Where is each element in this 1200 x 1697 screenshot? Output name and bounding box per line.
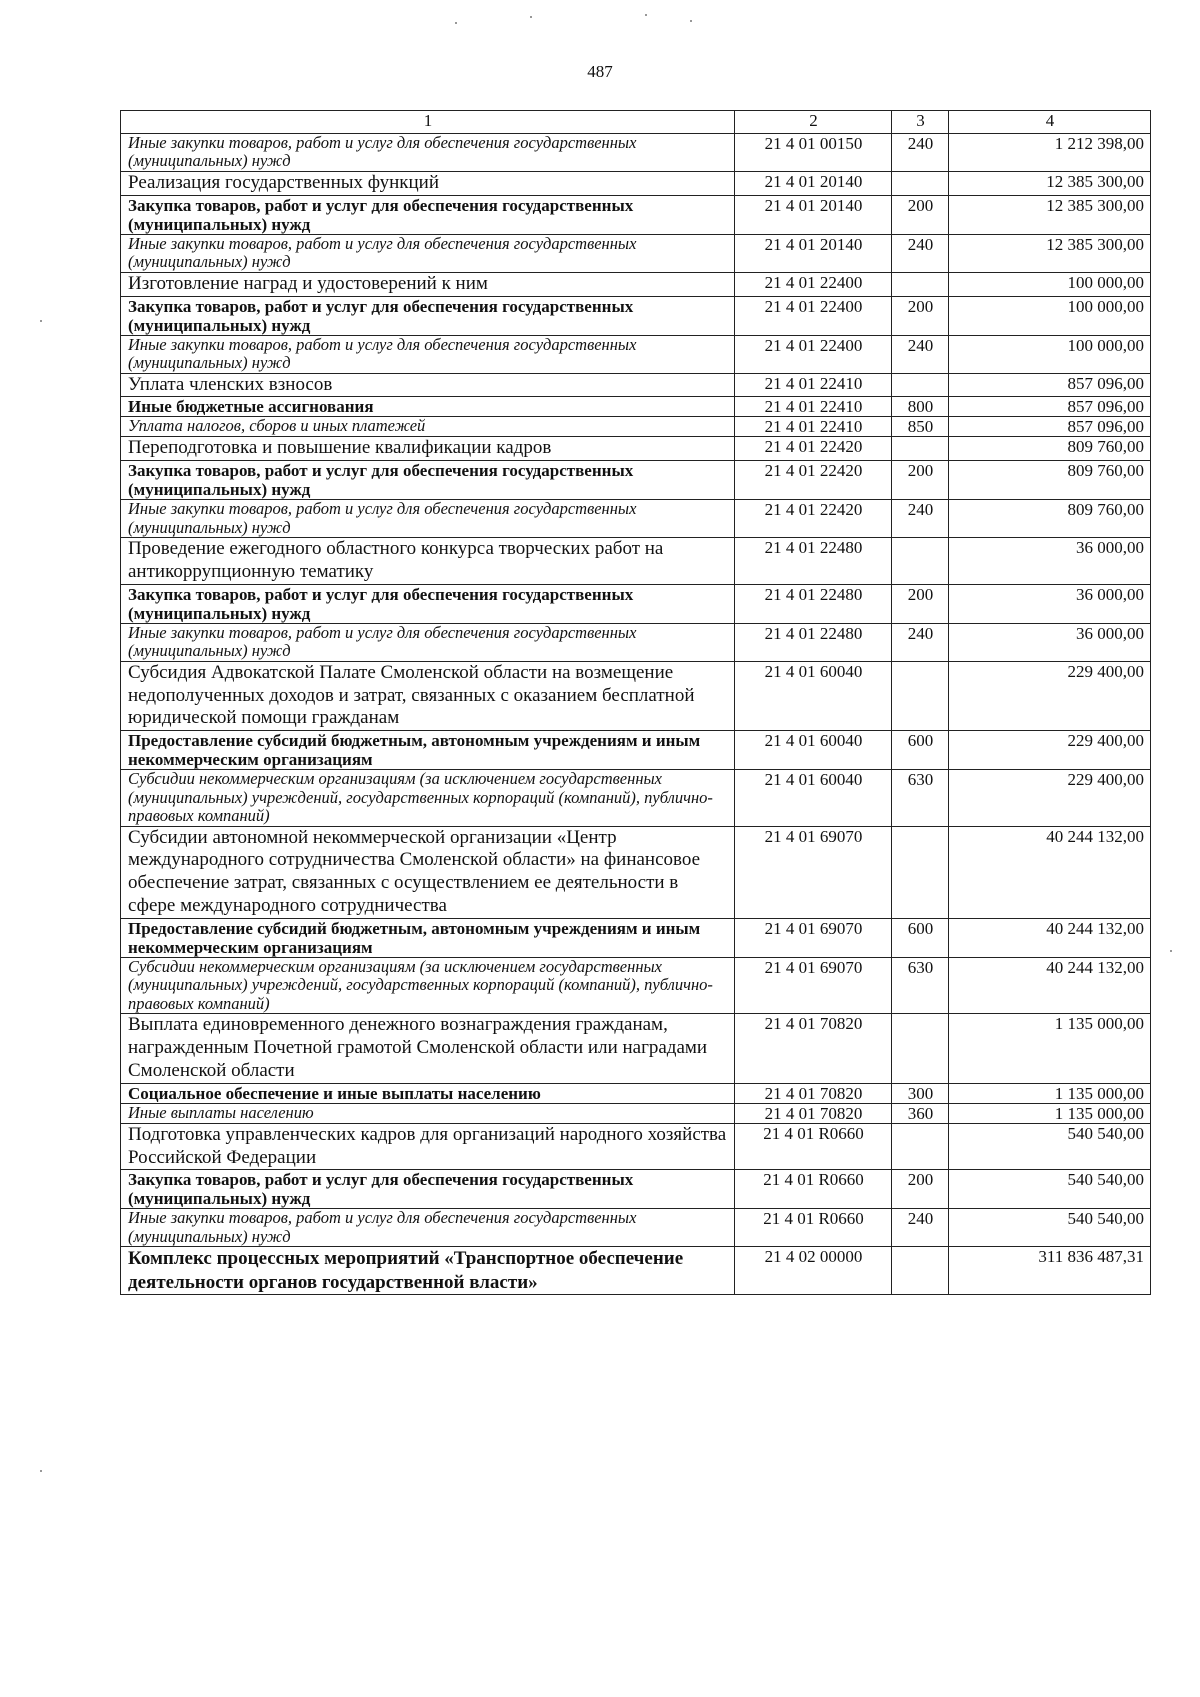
row-amount-cell: 229 400,00 (949, 661, 1151, 730)
row-amount-cell: 1 135 000,00 (949, 1083, 1151, 1103)
row-code-cell: 21 4 01 69070 (735, 826, 892, 918)
scan-speck (645, 14, 647, 16)
row-code-cell: 21 4 01 R0660 (735, 1170, 892, 1209)
row-type-cell (892, 1247, 949, 1295)
header-col-4: 4 (949, 111, 1151, 134)
page-number: 487 (587, 62, 613, 81)
row-code-cell: 21 4 01 22410 (735, 373, 892, 397)
row-amount-cell: 809 760,00 (949, 461, 1151, 500)
row-name-cell: Субсидии некоммерческим организациям (за исключением государственных (муниципальных) учреждений, государственных корпораций (компаний), публично-правовых компаний) (121, 770, 735, 826)
row-name-cell: Закупка товаров, работ и услуг для обеспечения государственных (муниципальных) нужд (121, 296, 735, 335)
row-code-cell: 21 4 01 70820 (735, 1014, 892, 1083)
row-code-cell: 21 4 01 22400 (735, 335, 892, 373)
scan-speck (1170, 950, 1172, 952)
table-row (121, 500, 1151, 538)
row-type-cell: 600 (892, 918, 949, 957)
scan-speck (455, 22, 457, 24)
row-amount-cell: 36 000,00 (949, 584, 1151, 623)
row-amount-cell: 229 400,00 (949, 770, 1151, 826)
table-row (121, 437, 1151, 461)
row-type-cell: 200 (892, 195, 949, 234)
row-name-cell: Субсидии некоммерческим организациям (за исключением государственных (муниципальных) учреждений, государственных корпораций (компаний), публично-правовых компаний) (121, 957, 735, 1013)
row-type-cell: 240 (892, 234, 949, 272)
row-name-cell: Социальное обеспечение и иные выплаты населению (121, 1083, 735, 1103)
row-amount-cell: 311 836 487,31 (949, 1247, 1151, 1295)
row-name-cell: Переподготовка и повышение квалификации кадров (121, 437, 735, 461)
row-code-cell: 21 4 01 20140 (735, 234, 892, 272)
row-name-cell: Иные закупки товаров, работ и услуг для обеспечения государственных (муниципальных) нужд (121, 1209, 735, 1247)
row-code-cell: 21 4 01 20140 (735, 171, 892, 195)
row-amount-cell: 1 135 000,00 (949, 1014, 1151, 1083)
row-code-cell: 21 4 01 22480 (735, 623, 892, 661)
row-amount-cell: 540 540,00 (949, 1209, 1151, 1247)
row-amount-cell: 229 400,00 (949, 731, 1151, 770)
row-code-cell: 21 4 01 22420 (735, 461, 892, 500)
row-type-cell (892, 1123, 949, 1170)
header-row (121, 111, 1151, 134)
row-type-cell: 300 (892, 1083, 949, 1103)
table-row (121, 272, 1151, 296)
row-code-cell: 21 4 01 20140 (735, 195, 892, 234)
row-amount-cell: 857 096,00 (949, 373, 1151, 397)
row-type-cell: 240 (892, 335, 949, 373)
row-name-cell: Закупка товаров, работ и услуг для обеспечения государственных (муниципальных) нужд (121, 195, 735, 234)
row-code-cell: 21 4 01 22420 (735, 500, 892, 538)
table-row (121, 826, 1151, 918)
row-amount-cell: 12 385 300,00 (949, 195, 1151, 234)
row-type-cell: 630 (892, 957, 949, 1013)
row-amount-cell: 857 096,00 (949, 397, 1151, 417)
row-type-cell: 800 (892, 397, 949, 417)
row-code-cell: 21 4 01 60040 (735, 770, 892, 826)
row-name-cell: Проведение ежегодного областного конкурса творческих работ на антикоррупционную тематику (121, 538, 735, 585)
table-row (121, 373, 1151, 397)
table-row (121, 584, 1151, 623)
table-row (121, 1103, 1151, 1123)
table-row (121, 1123, 1151, 1170)
row-amount-cell: 540 540,00 (949, 1123, 1151, 1170)
row-name-cell: Предоставление субсидий бюджетным, автономным учреждениям и иным некоммерческим организациям (121, 731, 735, 770)
row-type-cell: 200 (892, 461, 949, 500)
table-row (121, 538, 1151, 585)
row-name-cell: Комплекс процессных мероприятий «Транспортное обеспечение деятельности органов государственной власти» (121, 1247, 735, 1295)
table-row (121, 296, 1151, 335)
table-row (121, 461, 1151, 500)
row-type-cell: 240 (892, 623, 949, 661)
row-name-cell: Выплата единовременного денежного вознаграждения гражданам, награжденным Почетной грамотой Смоленской области или наградами Смоленской области (121, 1014, 735, 1083)
header-col-1: 1 (121, 111, 735, 134)
row-type-cell (892, 437, 949, 461)
table-row (121, 171, 1151, 195)
row-code-cell: 21 4 01 22480 (735, 538, 892, 585)
row-code-cell: 21 4 01 70820 (735, 1083, 892, 1103)
row-type-cell: 240 (892, 500, 949, 538)
table-body (121, 134, 1151, 1295)
table-row (121, 195, 1151, 234)
row-name-cell: Субсидия Адвокатской Палате Смоленской области на возмещение недополученных доходов и затрат, связанных с оказанием бесплатной юридической помощи гражданам (121, 661, 735, 730)
row-type-cell (892, 373, 949, 397)
row-type-cell: 850 (892, 417, 949, 437)
row-amount-cell: 12 385 300,00 (949, 171, 1151, 195)
table-row (121, 397, 1151, 417)
row-type-cell: 200 (892, 584, 949, 623)
table-row (121, 918, 1151, 957)
row-name-cell: Иные выплаты населению (121, 1103, 735, 1123)
row-code-cell: 21 4 01 22420 (735, 437, 892, 461)
row-amount-cell: 36 000,00 (949, 538, 1151, 585)
row-type-cell (892, 171, 949, 195)
row-type-cell (892, 272, 949, 296)
row-name-cell: Уплата налогов, сборов и иных платежей (121, 417, 735, 437)
row-code-cell: 21 4 01 22410 (735, 397, 892, 417)
row-amount-cell: 1 212 398,00 (949, 134, 1151, 172)
table-row (121, 731, 1151, 770)
row-amount-cell: 857 096,00 (949, 417, 1151, 437)
row-amount-cell: 809 760,00 (949, 500, 1151, 538)
table-row (121, 134, 1151, 172)
row-code-cell: 21 4 01 R0660 (735, 1209, 892, 1247)
row-type-cell: 240 (892, 1209, 949, 1247)
row-amount-cell: 809 760,00 (949, 437, 1151, 461)
table-row (121, 335, 1151, 373)
table-row (121, 1247, 1151, 1295)
row-name-cell: Иные закупки товаров, работ и услуг для обеспечения государственных (муниципальных) нужд (121, 234, 735, 272)
scan-speck (40, 320, 42, 322)
row-type-cell: 360 (892, 1103, 949, 1123)
row-code-cell: 21 4 01 22400 (735, 296, 892, 335)
scan-speck (40, 1470, 42, 1472)
row-type-cell: 240 (892, 134, 949, 172)
table-row (121, 1170, 1151, 1209)
row-type-cell (892, 1014, 949, 1083)
row-amount-cell: 12 385 300,00 (949, 234, 1151, 272)
row-code-cell: 21 4 02 00000 (735, 1247, 892, 1295)
row-name-cell: Уплата членских взносов (121, 373, 735, 397)
header-col-2: 2 (735, 111, 892, 134)
table-row (121, 1209, 1151, 1247)
row-amount-cell: 100 000,00 (949, 335, 1151, 373)
row-code-cell: 21 4 01 69070 (735, 957, 892, 1013)
row-type-cell (892, 538, 949, 585)
header-col-3: 3 (892, 111, 949, 134)
row-type-cell: 200 (892, 1170, 949, 1209)
row-code-cell: 21 4 01 R0660 (735, 1123, 892, 1170)
row-name-cell: Иные бюджетные ассигнования (121, 397, 735, 417)
row-amount-cell: 540 540,00 (949, 1170, 1151, 1209)
table-row (121, 1014, 1151, 1083)
scan-speck (690, 20, 692, 22)
budget-table (120, 110, 1151, 1295)
table-row (121, 1083, 1151, 1103)
row-name-cell: Иные закупки товаров, работ и услуг для обеспечения государственных (муниципальных) нужд (121, 134, 735, 172)
row-type-cell (892, 826, 949, 918)
row-amount-cell: 36 000,00 (949, 623, 1151, 661)
row-name-cell: Субсидии автономной некоммерческой организации «Центр международного сотрудничества Смоленской области» на финансовое обеспечение затрат, связанных с осуществлением ее деятельности в сфере международного сотрудничества (121, 826, 735, 918)
row-type-cell: 200 (892, 296, 949, 335)
row-amount-cell: 40 244 132,00 (949, 957, 1151, 1013)
row-amount-cell: 100 000,00 (949, 296, 1151, 335)
scan-speck (530, 16, 532, 18)
table-row (121, 417, 1151, 437)
row-code-cell: 21 4 01 70820 (735, 1103, 892, 1123)
table-row (121, 957, 1151, 1013)
row-type-cell: 630 (892, 770, 949, 826)
row-name-cell: Подготовка управленческих кадров для организаций народного хозяйства Российской Федерации (121, 1123, 735, 1170)
row-code-cell: 21 4 01 22480 (735, 584, 892, 623)
row-name-cell: Иные закупки товаров, работ и услуг для обеспечения государственных (муниципальных) нужд (121, 623, 735, 661)
table-row (121, 770, 1151, 826)
row-code-cell: 21 4 01 22400 (735, 272, 892, 296)
row-name-cell: Закупка товаров, работ и услуг для обеспечения государственных (муниципальных) нужд (121, 461, 735, 500)
row-code-cell: 21 4 01 69070 (735, 918, 892, 957)
row-code-cell: 21 4 01 60040 (735, 661, 892, 730)
row-amount-cell: 1 135 000,00 (949, 1103, 1151, 1123)
row-type-cell (892, 661, 949, 730)
table-row (121, 661, 1151, 730)
row-type-cell: 600 (892, 731, 949, 770)
row-name-cell: Закупка товаров, работ и услуг для обеспечения государственных (муниципальных) нужд (121, 1170, 735, 1209)
row-code-cell: 21 4 01 22410 (735, 417, 892, 437)
row-name-cell: Изготовление наград и удостоверений к ним (121, 272, 735, 296)
row-code-cell: 21 4 01 60040 (735, 731, 892, 770)
row-amount-cell: 100 000,00 (949, 272, 1151, 296)
row-code-cell: 21 4 01 00150 (735, 134, 892, 172)
row-amount-cell: 40 244 132,00 (949, 826, 1151, 918)
table-row (121, 234, 1151, 272)
row-name-cell: Закупка товаров, работ и услуг для обеспечения государственных (муниципальных) нужд (121, 584, 735, 623)
row-name-cell: Иные закупки товаров, работ и услуг для обеспечения государственных (муниципальных) нужд (121, 500, 735, 538)
table-row (121, 623, 1151, 661)
row-amount-cell: 40 244 132,00 (949, 918, 1151, 957)
row-name-cell: Иные закупки товаров, работ и услуг для обеспечения государственных (муниципальных) нужд (121, 335, 735, 373)
row-name-cell: Реализация государственных функций (121, 171, 735, 195)
row-name-cell: Предоставление субсидий бюджетным, автономным учреждениям и иным некоммерческим организациям (121, 918, 735, 957)
